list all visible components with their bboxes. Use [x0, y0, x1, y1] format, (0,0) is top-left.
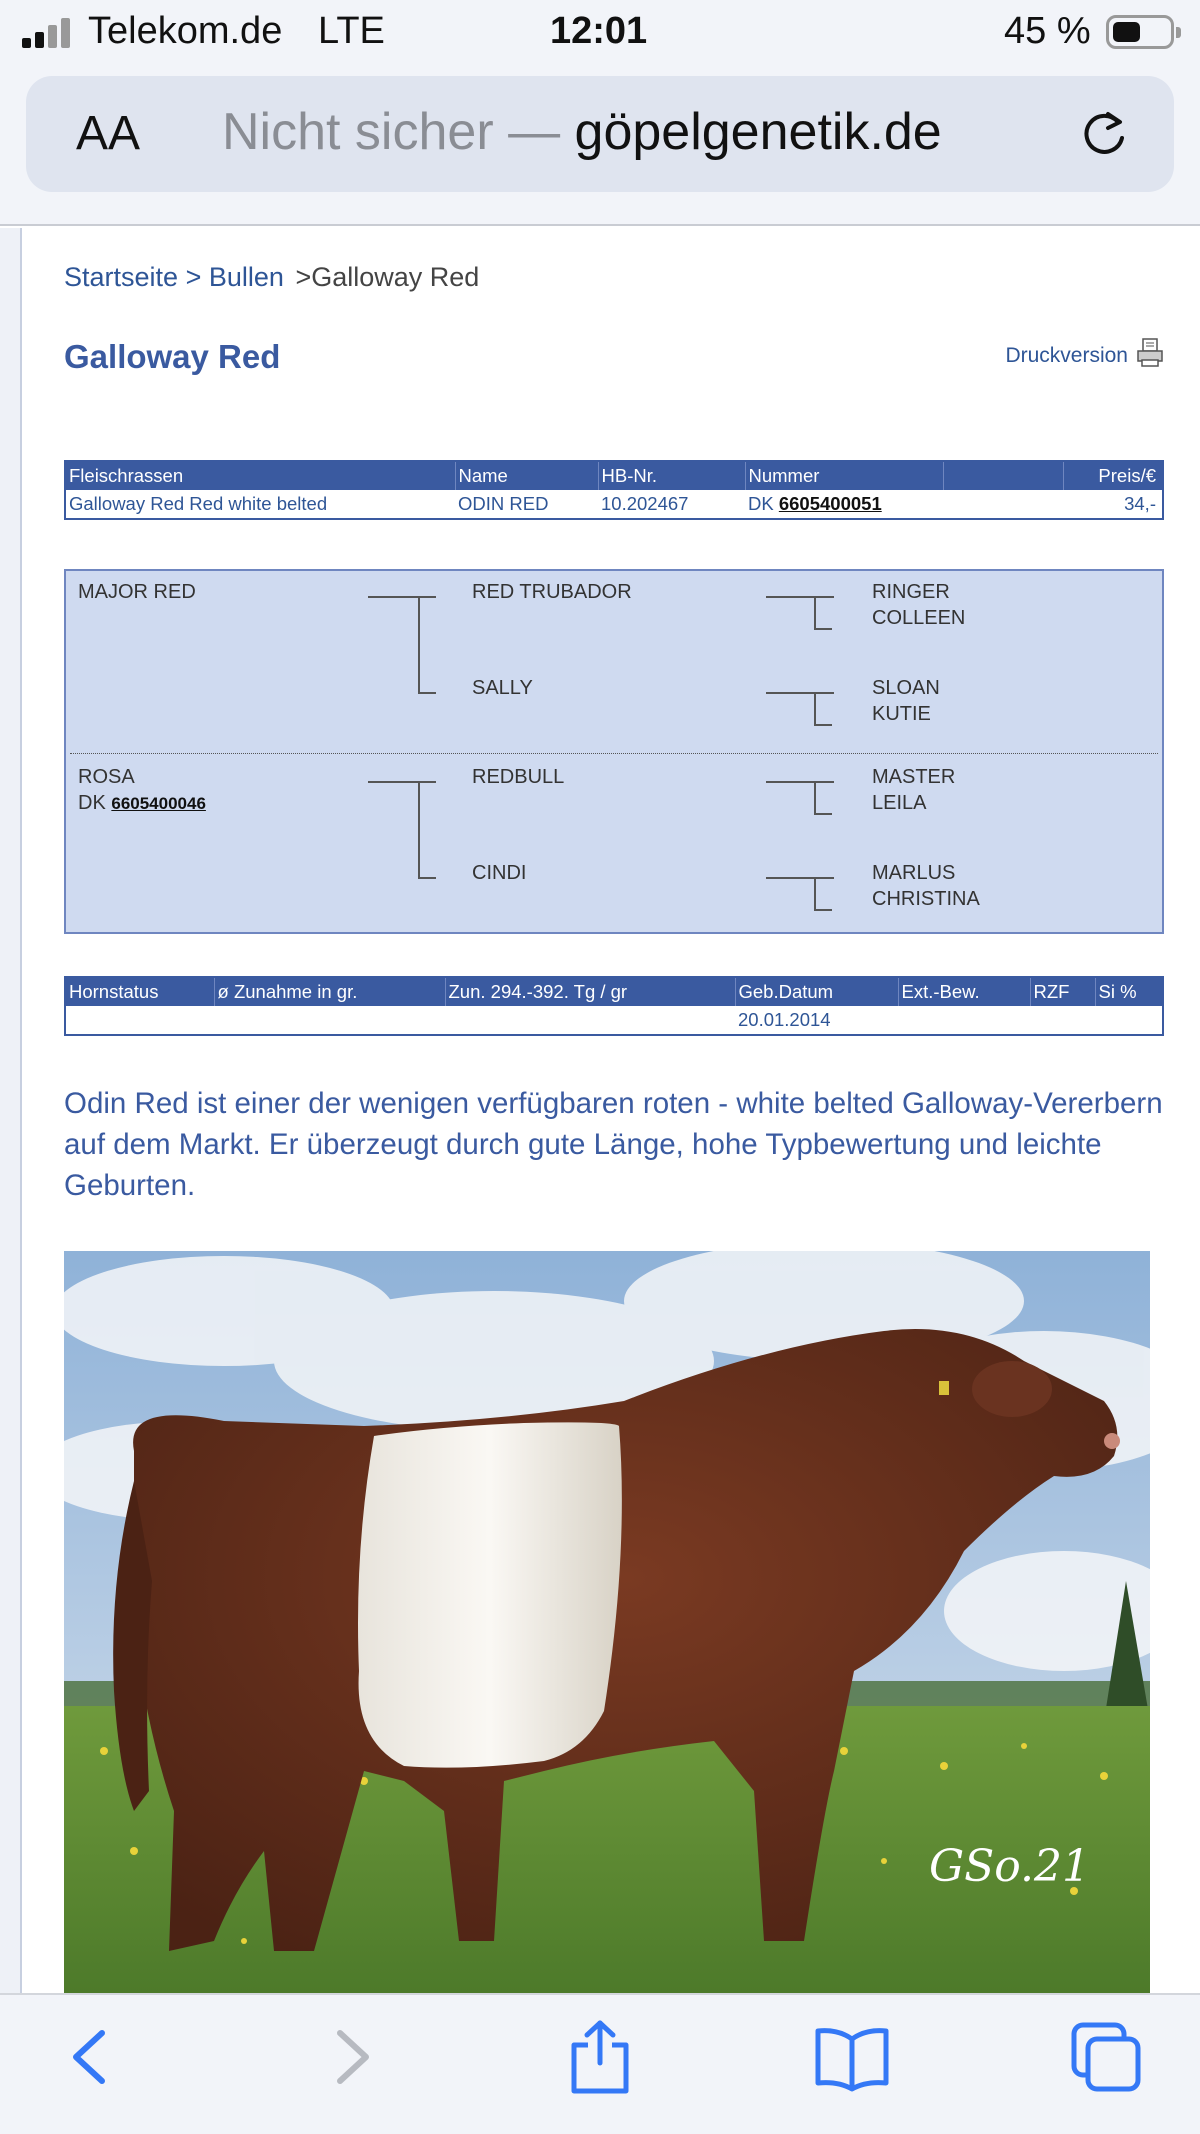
- pedigree-connector: [814, 813, 832, 815]
- empty-cell: [943, 490, 1063, 519]
- column-header: Si %: [1095, 977, 1163, 1006]
- number-prefix: DK: [748, 493, 774, 514]
- breadcrumb-current: Galloway Red: [311, 262, 480, 292]
- pedigree-dam-number: [78, 790, 206, 817]
- back-icon[interactable]: [50, 2017, 130, 2097]
- column-header: Nummer: [745, 461, 943, 490]
- number-cell: [745, 490, 943, 519]
- bull-description: Odin Red ist einer der wenigen verfügbaren roten - white belted Galloway-Vererbern auf dem Markt. Er überzeugt durch gute Länge, hohe Typbewertung und leichte Geburten.: [64, 1087, 1163, 1202]
- pedigree-connector: [766, 596, 834, 598]
- dam-number-link[interactable]: 6605400046: [111, 794, 206, 813]
- browser-toolbar: [0, 1993, 1200, 2134]
- bull-number-link[interactable]: 6605400051: [778, 493, 882, 514]
- column-header: Preis/€: [1063, 461, 1163, 490]
- pedigree-connector: [766, 781, 834, 783]
- pedigree-ancestor: RINGER: [872, 581, 950, 603]
- pedigree-sire-sire: RED TRUBADOR: [472, 581, 632, 603]
- network-label: LTE: [318, 10, 385, 52]
- pedigree-connector: [418, 781, 420, 879]
- pedigree-dam-sire: REDBULL: [472, 766, 565, 788]
- battery-percent: 45 %: [1004, 10, 1091, 52]
- pedigree-connector: [368, 781, 436, 783]
- battery-icon: [1106, 15, 1174, 49]
- pedigree-ancestor: KUTIE: [872, 703, 931, 725]
- pedigree-connector: [814, 724, 832, 726]
- column-header: Hornstatus: [65, 977, 214, 1006]
- hornstatus-cell: [65, 1006, 214, 1035]
- page-left-rail: [0, 228, 22, 1993]
- status-bar: [0, 0, 1200, 66]
- forward-icon[interactable]: [312, 2017, 392, 2097]
- column-header: RZF: [1030, 977, 1095, 1006]
- pedigree-ancestor: LEILA: [872, 792, 927, 814]
- printer-icon: [1136, 338, 1164, 368]
- column-header: Fleischrassen: [65, 461, 455, 490]
- hb-nr-cell: 10.202467: [598, 490, 745, 519]
- pedigree-sire: MAJOR RED: [78, 581, 196, 603]
- si-cell: [1095, 1006, 1163, 1035]
- pedigree-connector: [418, 692, 436, 694]
- print-version-label: Druckversion: [1005, 344, 1128, 367]
- photo-signature: GSo.21: [929, 1841, 1090, 1892]
- breadcrumb-separator: >: [185, 262, 202, 292]
- daily-gain-cell: [214, 1006, 445, 1035]
- insecure-label: Nicht sicher —: [222, 103, 561, 161]
- price-cell: 34,-: [1063, 490, 1163, 519]
- pedigree-connector: [814, 909, 832, 911]
- page-title: Galloway Red: [64, 338, 281, 375]
- pedigree-ancestor: MARLUS: [872, 862, 956, 884]
- column-header: Ext.-Bew.: [898, 977, 1030, 1006]
- exterior-cell: [898, 1006, 1030, 1035]
- pedigree-connector: [814, 781, 816, 814]
- pedigree-ancestor: SLOAN: [872, 677, 940, 699]
- pedigree-connector: [368, 596, 436, 598]
- print-version-link[interactable]: [1005, 338, 1164, 368]
- table-row: [65, 1006, 1163, 1035]
- column-header: [943, 461, 1063, 490]
- text-size-button[interactable]: AA: [76, 107, 141, 160]
- pedigree-sire-dam: SALLY: [472, 677, 533, 699]
- pedigree-connector: [766, 692, 834, 694]
- pedigree-connector: [814, 628, 832, 630]
- bull-white-belt: [358, 1422, 622, 1767]
- pedigree-divider: [70, 753, 1158, 754]
- bookmarks-icon[interactable]: [812, 2017, 892, 2097]
- table-row: [65, 490, 1163, 519]
- bull-photo: [64, 1251, 1150, 1993]
- pedigree-chart: [64, 569, 1164, 934]
- birth-date-cell: 20.01.2014: [735, 1006, 898, 1035]
- breadcrumb-separator: >: [295, 262, 312, 292]
- pedigree-connector: [766, 877, 834, 879]
- tabs-icon[interactable]: [1066, 2017, 1146, 2097]
- pedigree-connector: [418, 877, 436, 879]
- rzf-cell: [1030, 1006, 1095, 1035]
- dam-number-prefix: DK: [78, 792, 106, 814]
- pedigree-dam: ROSA: [78, 766, 135, 788]
- url-host: göpelgenetik.de: [574, 103, 942, 161]
- pedigree-connector: [418, 596, 420, 694]
- gain-period-cell: [445, 1006, 735, 1035]
- pedigree-connector: [814, 596, 816, 629]
- name-cell: ODIN RED: [455, 490, 598, 519]
- pedigree-connector: [814, 877, 816, 910]
- pedigree-dam-dam: CINDI: [472, 862, 527, 884]
- clock: 12:01: [550, 10, 648, 52]
- pedigree-ancestor: CHRISTINA: [872, 888, 980, 910]
- carrier-label: Telekom.de: [88, 10, 283, 52]
- pedigree-ancestor: COLLEEN: [872, 607, 966, 629]
- signal-strength-icon: [22, 18, 74, 48]
- breadcrumb-bulls-link[interactable]: Bullen: [208, 262, 284, 292]
- pedigree-ancestor: MASTER: [872, 766, 956, 788]
- pedigree-connector: [814, 692, 816, 725]
- table-header-row: [65, 977, 1163, 1006]
- web-page: [0, 228, 1200, 1993]
- table-header-row: [65, 461, 1163, 490]
- breadcrumb-home-link[interactable]: Startseite: [64, 262, 179, 292]
- reload-icon[interactable]: [1078, 108, 1130, 160]
- column-header: HB-Nr.: [598, 461, 745, 490]
- performance-table: [64, 976, 1164, 1036]
- address-bar[interactable]: [26, 76, 1174, 192]
- bull-info-table: [64, 460, 1164, 520]
- breadcrumb: [64, 262, 479, 293]
- column-header: Geb.Datum: [735, 977, 898, 1006]
- column-header: Zun. 294.-392. Tg / gr: [445, 977, 735, 1006]
- column-header: ø Zunahme in gr.: [214, 977, 445, 1006]
- column-header: Name: [455, 461, 598, 490]
- browser-address-area: [0, 66, 1200, 226]
- url-display[interactable]: [222, 102, 942, 162]
- breed-cell: Galloway Red Red white belted: [65, 490, 455, 519]
- share-icon[interactable]: [560, 2017, 640, 2097]
